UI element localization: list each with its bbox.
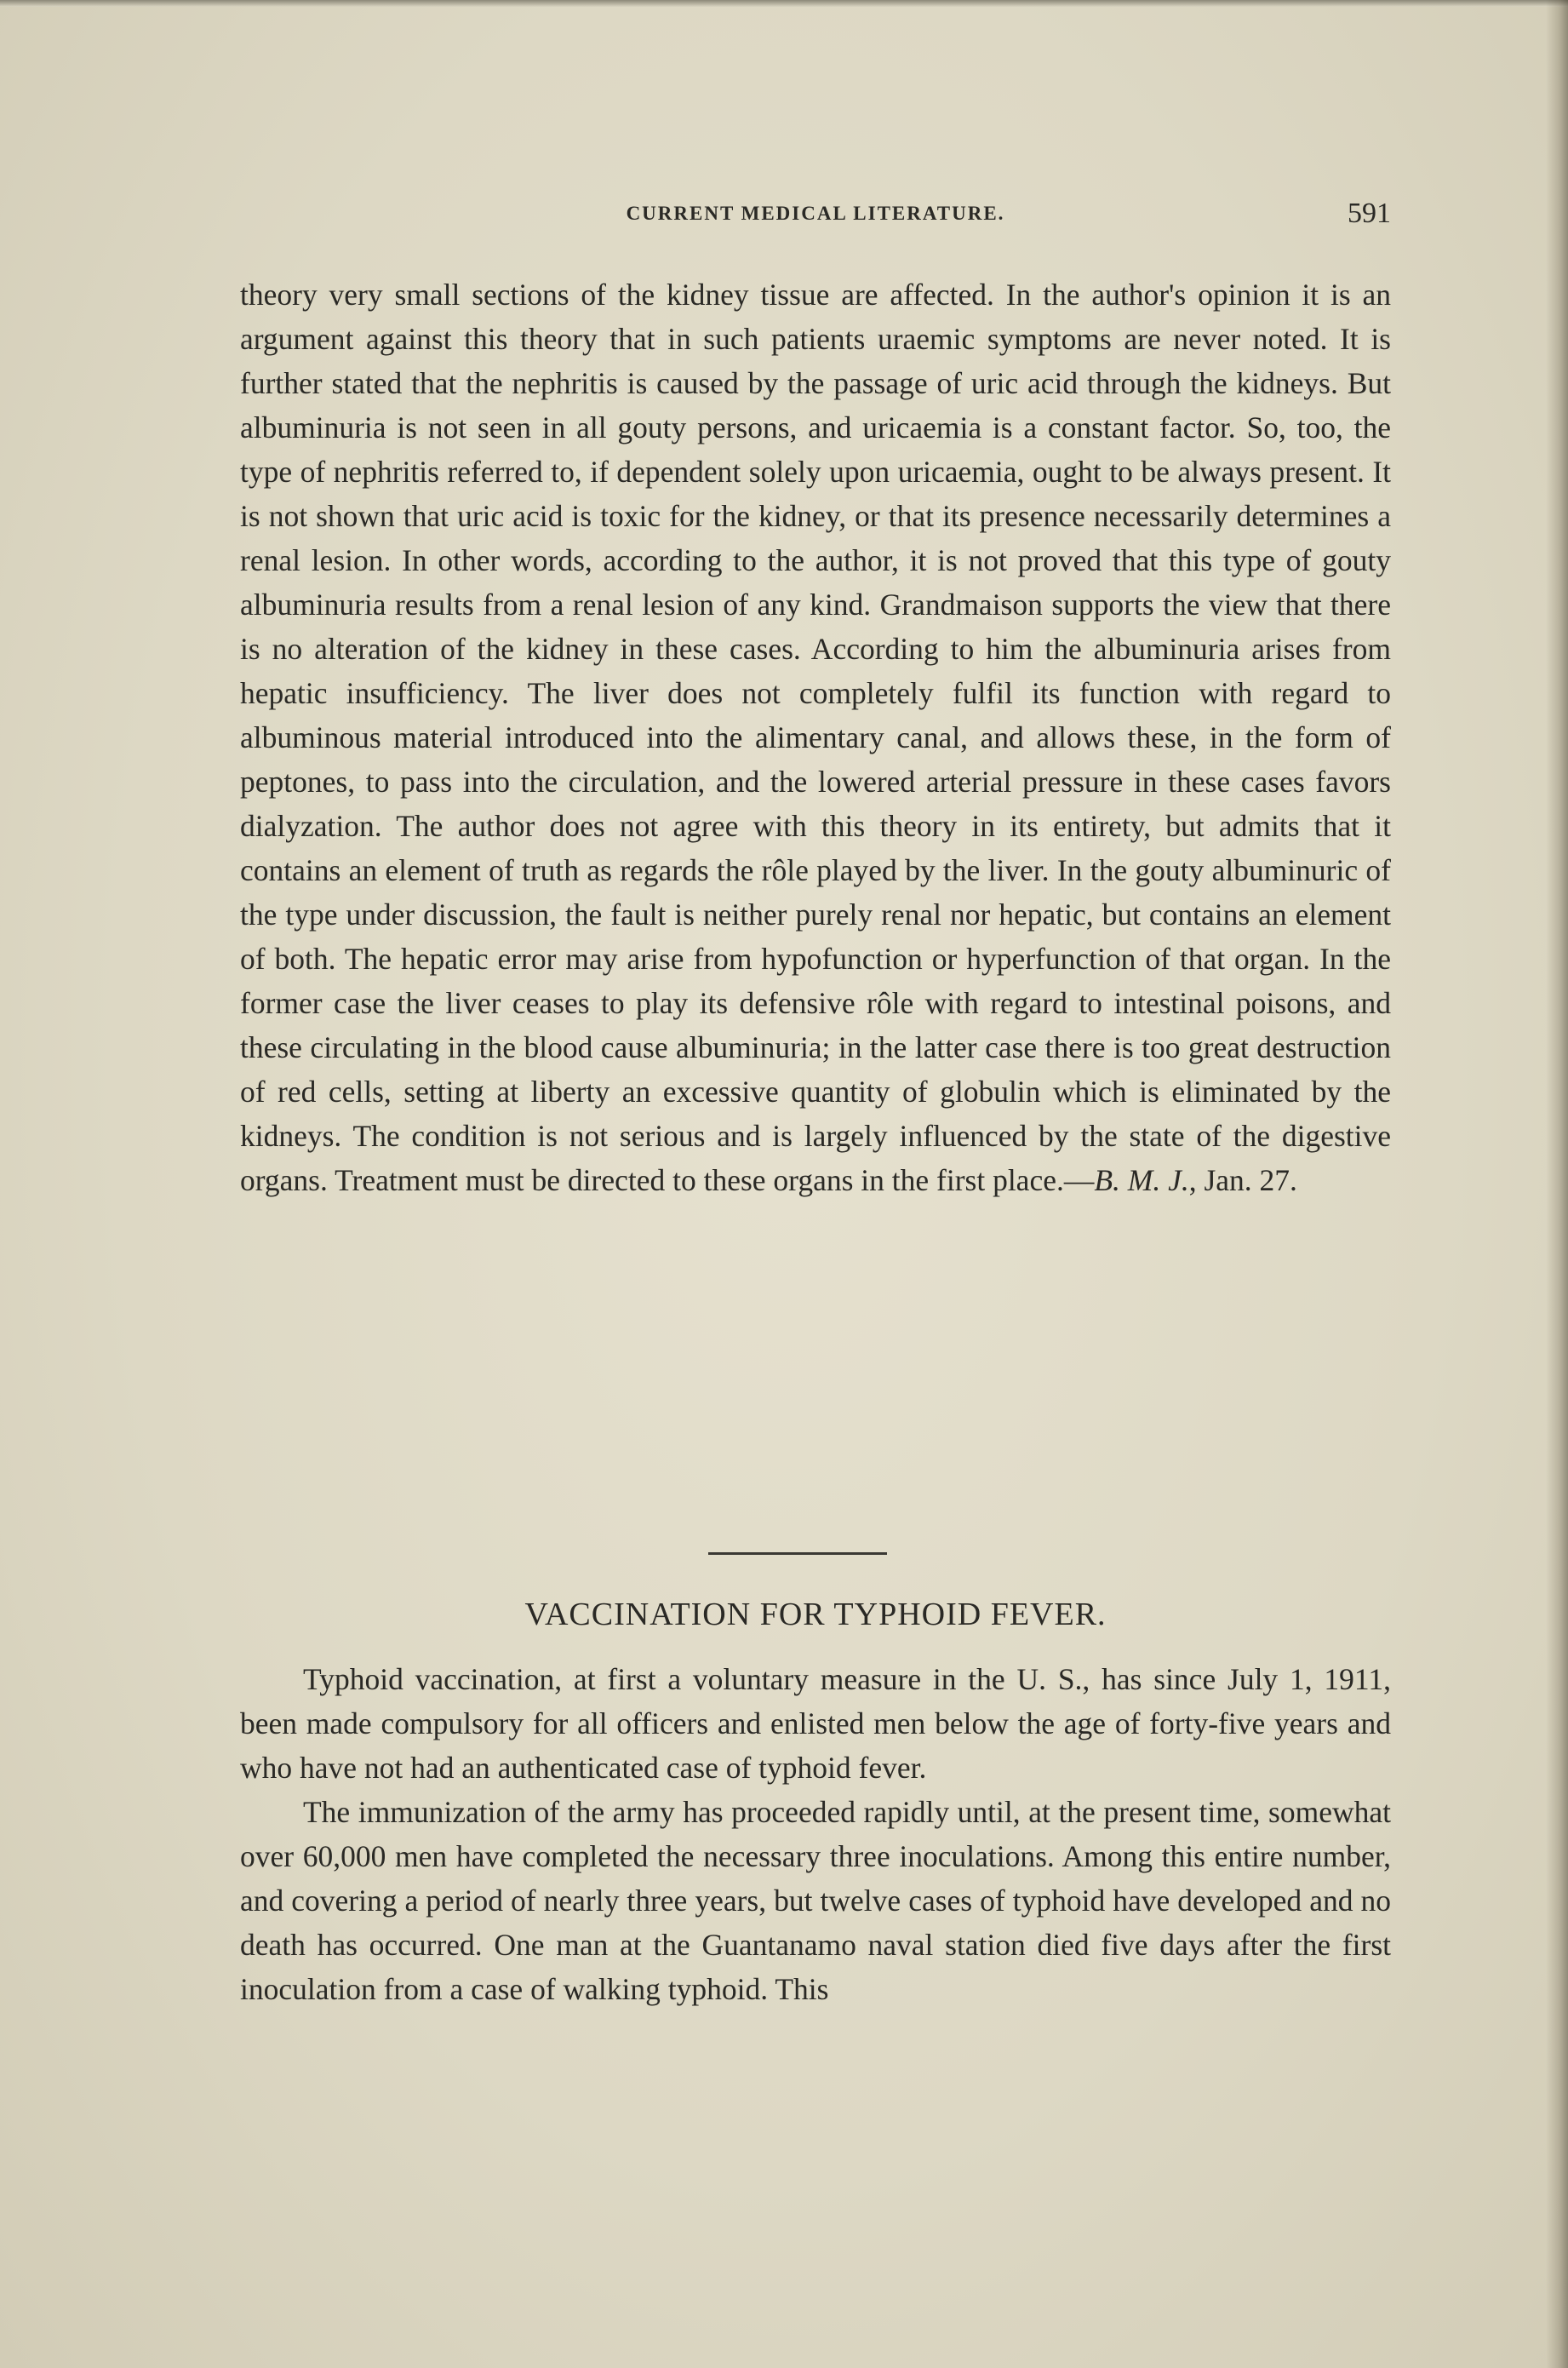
page-spine-shadow [1546,0,1568,2368]
paragraph-text: theory very small sections of the kidney tissue are affected. In the author's opinion it is an argument against this theory that in such patients uraemic symptoms are never noted. It is further stated that the nephritis is caused by the passage of uric acid through the kidneys. But albuminuria is not seen in all gouty persons, and uricaemia is a constant factor. So, too, the type of nephritis referred to, if dependent solely upon uricaemia, ought to be always present. It is not shown that uric acid is toxic for the kidney, or that its presence necessarily determines a renal lesion. In other words, according to the author, it is not proved that this type of gouty albuminuria results from a renal lesion of any kind. Grandmaison supports the view that there is no alteration of the kidney in these cases. According to him the albuminuria arises from hepatic insufficiency. The liver does not completely fulfil its function with regard to albuminous material introduced into the alimentary canal, and allows these, in the form of peptones, to pass into the circulation, and the lowered arterial pressure in these cases favors dialyzation. The author does not agree with this theory in its entirety, but admits that it contains an element of truth as regards the rôle played by the liver. In the gouty albuminuric of the type under discussion, the fault is neither purely renal nor hepatic, but contains an element of both. The hepatic error may arise from hypofunction or hyperfunction of that organ. In the former case the liver ceases to play its defensive rôle with regard to intestinal poisons, and these circulating in the blood cause albuminuria; in the latter case there is too great destruction of red cells, setting at liberty an excessive quantity of globulin which is eliminated by the kidneys. The condition is not serious and is largely influenced by the state of the digestive organs. Treatment must be directed to these organs in the first place.— [240,278,1391,1197]
running-title: CURRENT MEDICAL LITERATURE. [626,203,1005,224]
section-heading: VACCINATION FOR TYPHOID FEVER. [524,1597,1107,1632]
page-number: 591 [1348,198,1391,229]
citation-date: , Jan. 27. [1188,1163,1297,1197]
section-paragraph: The immunization of the army has proceeded rapidly until, at the present time, somewhat over 60,000 men have completed the necessary three inoculations. Among this entire number, and covering a period of nearly three years, but twelve cases of typhoid have developed and no death has occurred. One man at the Guantanamo naval station died five days after the first inoculation from a case of walking typhoid. This [240,1795,1391,2006]
citation: B. M. J. [1094,1163,1189,1197]
article-continuation [240,272,1391,1202]
article-paragraph [240,272,1391,1202]
section-body [240,1657,1391,2011]
page-top-edge [0,0,1568,7]
running-head [240,198,1391,232]
section-paragraph: Typhoid vaccination, at first a voluntary measure in the U. S., has since July 1, 1911, been made compulsory for all officers and enlisted men below the age of forty-five years and who have not had an authenticated case of typhoid fever. [240,1662,1391,1785]
section-divider [708,1552,887,1555]
